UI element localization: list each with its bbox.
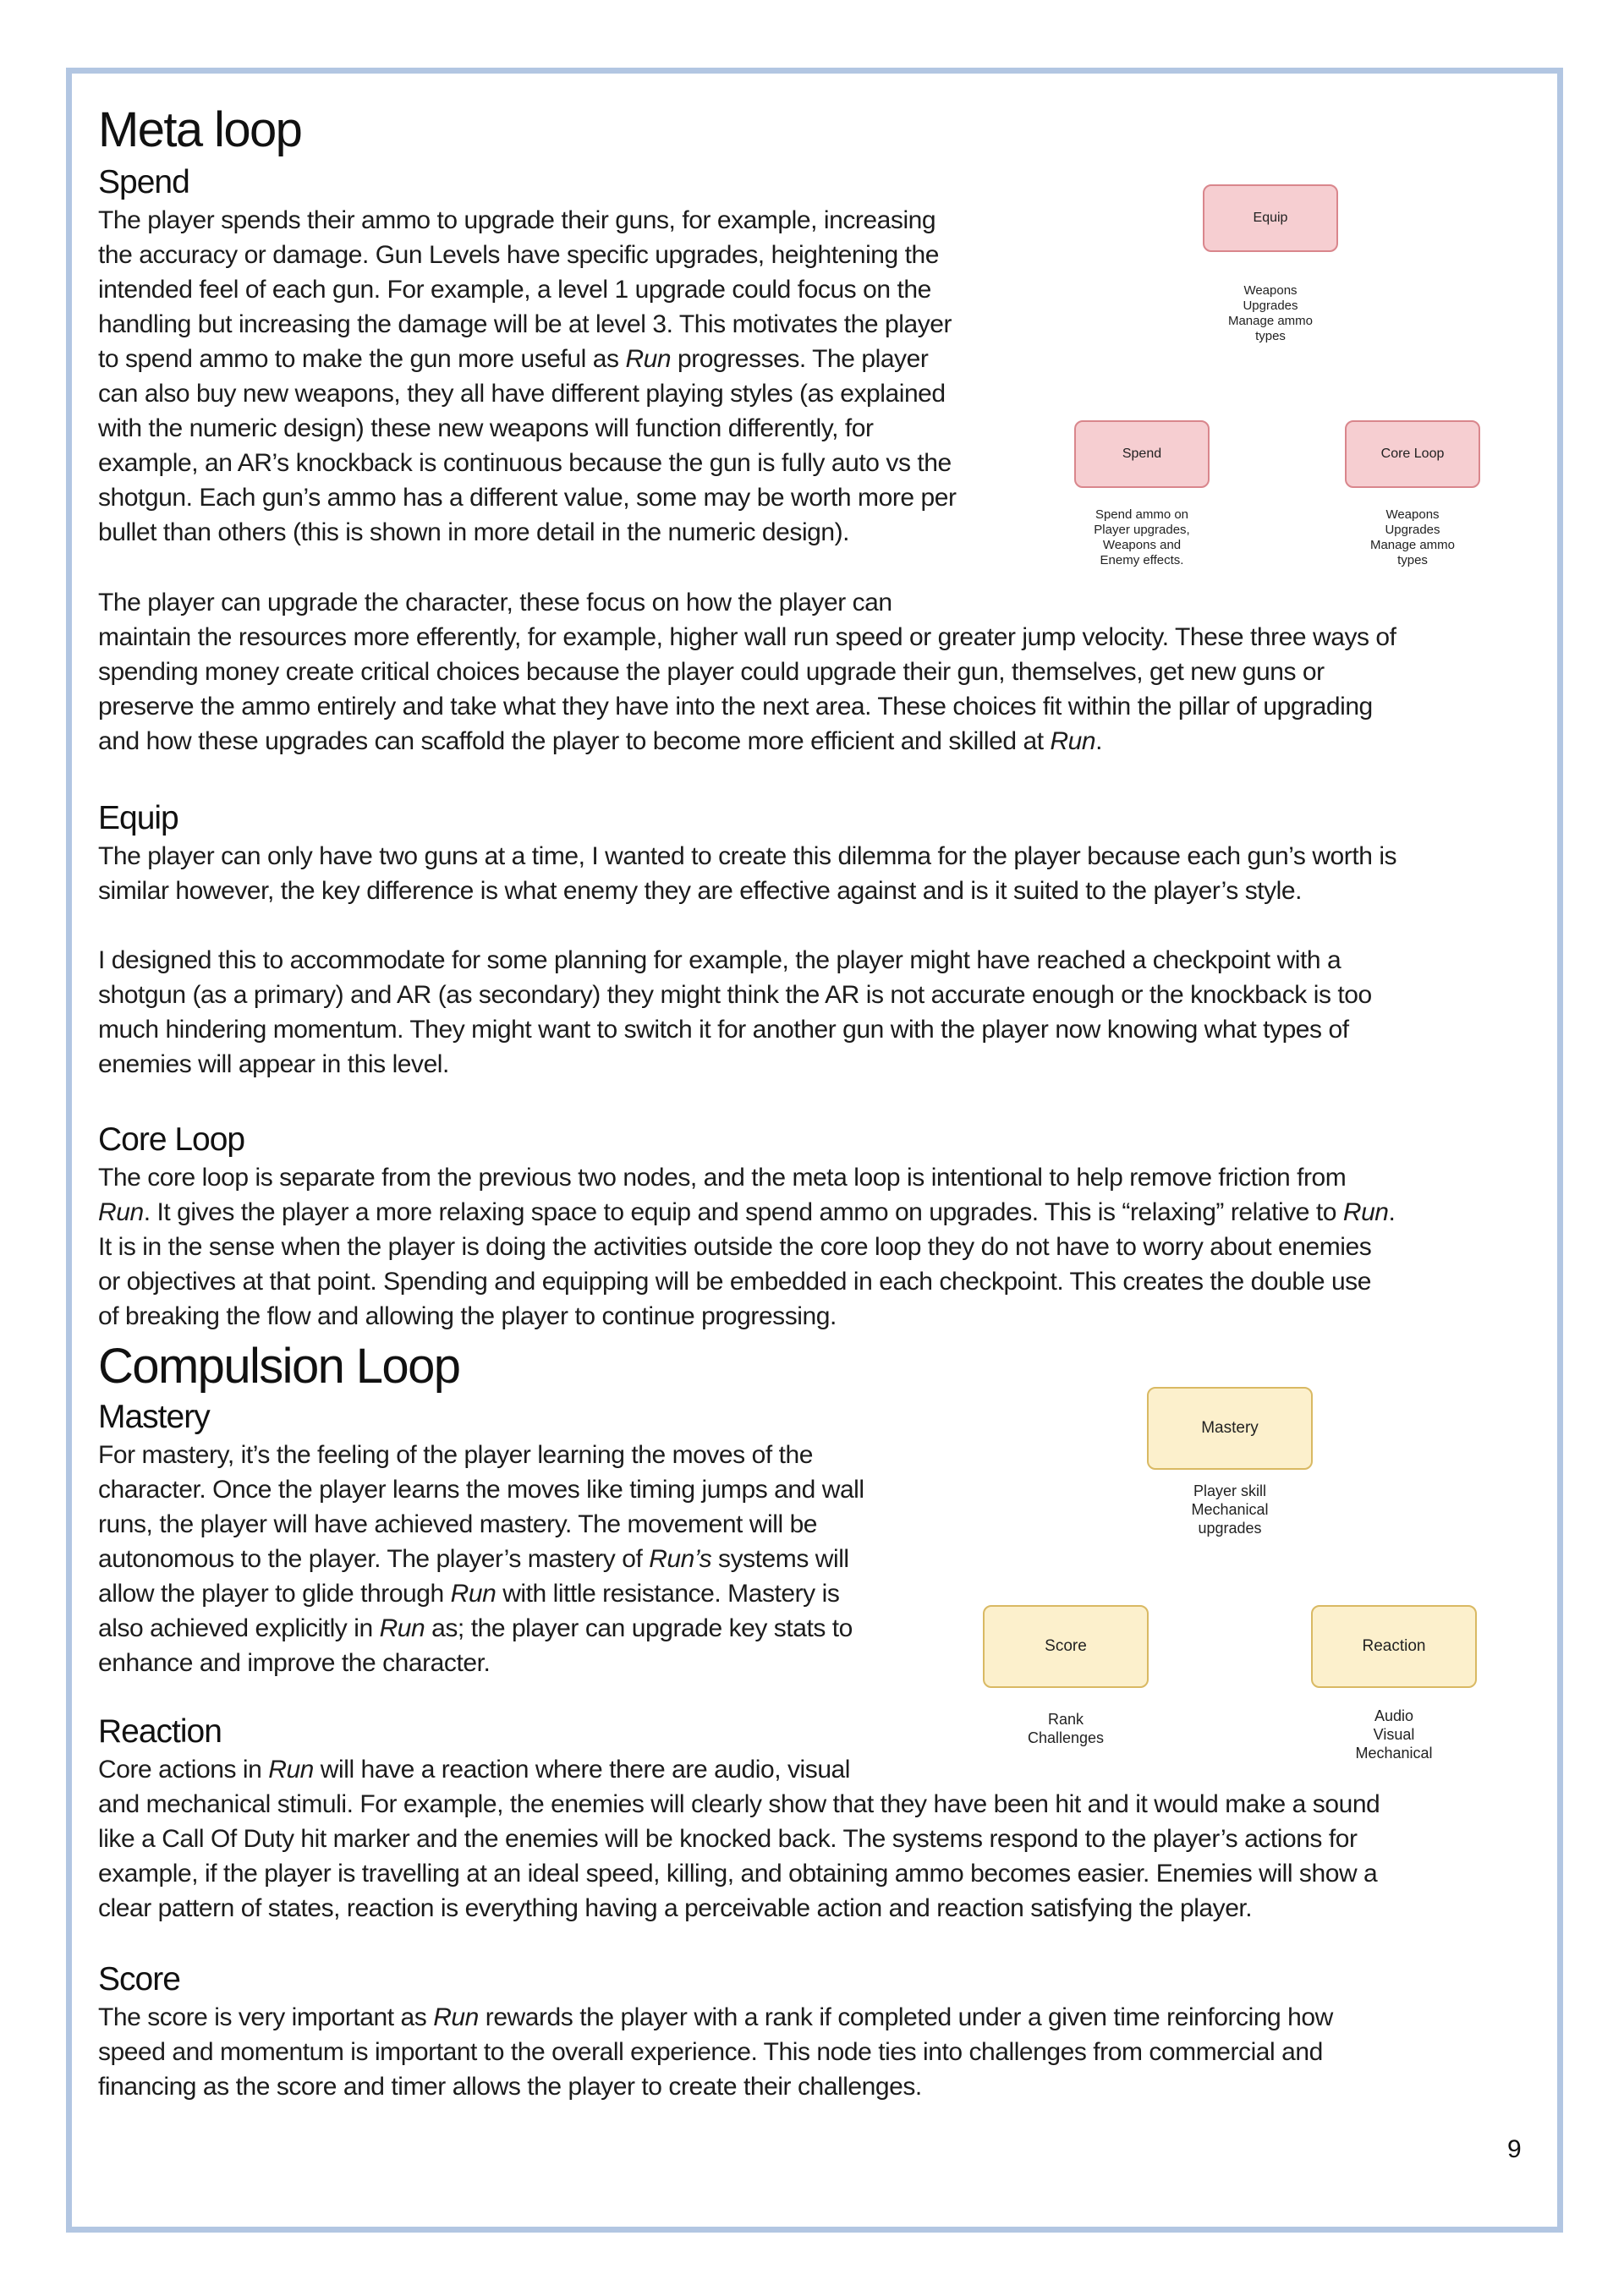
core-loop-paragraph: The core loop is separate from the previous two nodes, and the meta loop is intentional to help remove friction from Run. It gives the player a more relaxing space to equip and spend ammo on upgrades. This is “relaxing” relative to Run. It is in the sense when the player is doing the activities outside the core loop they do not have to worry about enemies or objectives at that point. Spending and equipping will be embedded in each checkpoint. This creates the double use of breaking the flow and allowing the player to continue progressing.	[98, 1164, 1396, 1330]
equip-paragraph-2: I designed this to accommodate for some planning for example, the player might have reached a checkpoint with a shotgun (as a primary) and AR (as secondary) they might think the AR is not accurate enough or the knockback is too much hindering momentum. They might want to switch it for another gun with the player now knowing what types of enemies will appear in this level.	[98, 946, 1372, 1078]
score-node: Score	[983, 1605, 1149, 1688]
mastery-paragraph: For mastery, it’s the feeling of the player learning the moves of the character. Once the player learns the moves like timing jumps and wall runs, the player will have achieved mastery. The movement will be autonomous to the player. The player’s mastery of Run’s systems will allow the player to glide through Run with little resistance. Mastery is also achieved explicitly in Run as; the player can upgrade key stats to enhance and improve the character.	[98, 1441, 864, 1677]
reaction-node-note: Audio Visual Mechanical	[1355, 1707, 1433, 1762]
mastery-node-note: Player skill Mechanical upgrades	[1191, 1482, 1269, 1537]
spend-paragraph: The player spends their ammo to upgrade their guns, for example, increasing the accuracy or damage. Gun Levels have specific upgrades, heightening the intended feel of each gun. For example, a level 1 upgrade could focus on the handling but increasing the damage will be at level 3. This motivates the player to spend ammo to make the gun more useful as Run progresses. The player can also buy new weapons, they all have different playing styles (as explained with the numeric design) these new weapons will function differently, for example, an AR’s knockback is continuous because the gun is fully auto vs the shotgun. Each gun’s ammo has a different value, some may be worth more per bullet than others (this is shown in more detail in the numeric design).	[98, 206, 957, 546]
equip-paragraph: The player can only have two guns at a time, I wanted to create this dilemma for the player because each gun’s worth is similar however, the key difference is what enemy they are effective against and is it suited to the player’s style.	[98, 842, 1397, 905]
spend-node: Spend	[1074, 420, 1210, 488]
equip-node: Equip	[1203, 184, 1338, 252]
core-loop-heading: Core Loop	[98, 1121, 245, 1158]
score-paragraph: The score is very important as Run rewards the player with a rank if completed under a given time reinforcing how speed and momentum is important to the overall experience. This node ties into challenges from commercial and financing as the score and timer allows the player to create their challenges.	[98, 2003, 1333, 2101]
page-number: 9	[1507, 2135, 1522, 2163]
reaction-heading: Reaction	[98, 1713, 222, 1750]
mastery-heading: Mastery	[98, 1399, 210, 1435]
spend-heading: Spend	[98, 164, 189, 200]
equip-node-note: Weapons Upgrades Manage ammo types	[1227, 283, 1314, 343]
reaction-node: Reaction	[1311, 1605, 1477, 1688]
core-loop-node: Core Loop	[1345, 420, 1480, 488]
meta-loop-title: Meta loop	[98, 102, 302, 157]
mastery-node: Mastery	[1147, 1387, 1313, 1470]
score-node-note: Rank Challenges	[1027, 1711, 1105, 1746]
compulsion-loop-title: Compulsion Loop	[98, 1339, 460, 1394]
reaction-paragraph: Core actions in Run will have a reaction where there are audio, visual and mechanical stimuli. For example, the enemies will clearly show that they have been hit and it would make a sound like a Call Of Duty hit marker and the enemies will be knocked back. The systems respond to the player’s actions for example, if the player is travelling at an ideal speed, killing, and obtaining ammo becomes easier. Enemies will show a clear pattern of states, reaction is everything having a perceivable action and reaction satisfying the player.	[98, 1756, 1380, 1922]
core-loop-node-note: Weapons Upgrades Manage ammo types	[1369, 507, 1456, 567]
score-heading: Score	[98, 1961, 180, 1997]
equip-heading: Equip	[98, 800, 178, 836]
spend-paragraph-2: The player can upgrade the character, these focus on how the player can maintain the resources more efferently, for example, higher wall run speed or greater jump velocity. These three ways of spending money create critical choices because the player could upgrade their gun, themselves, get new guns or preserve the ammo entirely and take what they have into the next area. These choices fit within the pillar of upgrading and how these upgrades can scaffold the player to become more efficient and skilled at Run.	[98, 589, 1396, 755]
spend-node-note: Spend ammo on Player upgrades, Weapons and Enemy effects.	[1094, 507, 1190, 567]
